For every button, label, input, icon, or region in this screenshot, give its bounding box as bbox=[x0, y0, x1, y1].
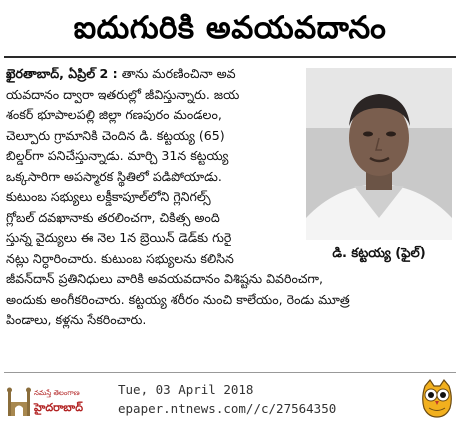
dateline: ఖైరతాబాద్, ఏప్రిల్ 2 : bbox=[6, 66, 118, 81]
body-line: చెల్పూరు గ్రామానికి చెందిన డి. కట్టయ్య (65) bbox=[6, 127, 225, 143]
body-line: జీవన్‌దాన్ ప్రతినిధులు వారికి అవయవదానం విశిష్టను వివరించగా, bbox=[6, 271, 324, 286]
body-line: కుటుంబ సభ్యులు లక్డీకాపూల్‌లోని గ్లెనిగల్స్ bbox=[6, 189, 211, 204]
headline: ఐదుగురికి అవయవదానం bbox=[73, 10, 387, 46]
body-line: ఖైరతాబాద్, ఏప్రిల్ 2 : తాను మరణించినా అవ bbox=[6, 66, 236, 81]
portrait-illustration bbox=[306, 68, 452, 240]
owl-icon bbox=[420, 378, 454, 418]
logo-title: నమస్తే తెలంగాణ bbox=[34, 389, 80, 397]
epaper-link[interactable]: epaper.ntnews.com//c/27564350 bbox=[118, 401, 337, 416]
body-line: శంకర్ భూపాలపల్లి జిల్లా గణపురం మండలం, bbox=[6, 107, 222, 122]
edition-date: Tue, 03 April 2018 bbox=[118, 382, 254, 397]
headline-divider bbox=[4, 56, 456, 58]
body-line: అందుకు అంగీకరించారు. కట్టయ్య శరీరం నుంచి కాలేయం, రెండు మూత్ర bbox=[6, 291, 350, 307]
portrait-photo bbox=[306, 68, 452, 240]
body-line: గ్లోబల్ దవఖానాకు తరలించగా, చికిత్స అంది bbox=[6, 209, 220, 225]
body-line: స్తున్న వైద్యులు ఈ నెల 1న బ్రెయిన్ డెడ్‌కు గురై bbox=[6, 230, 232, 245]
body-line: బిల్డర్‌గా పనిచేస్తున్నాడు. మార్చి 31న కట్టయ్య bbox=[6, 148, 229, 163]
body-line: పిండాలు, కళ్లను సేకరించారు. bbox=[6, 312, 147, 327]
photo-caption: డి. కట్టయ్య (ఫైల్) bbox=[332, 246, 426, 261]
body-line: యవదానం ద్వారా ఇతరుల్లో జీవిస్తున్నారు. జయ bbox=[6, 86, 240, 102]
body-line: నట్లు నిర్ధారించారు. కుటుంబ సభ్యులను కలిసిన bbox=[6, 250, 234, 266]
newspaper-logo bbox=[6, 378, 96, 418]
footer-divider bbox=[4, 372, 456, 373]
charminar-icon bbox=[6, 378, 96, 418]
body-line: ఒక్కసారిగా అపస్మారక స్థితిలో పడిపోయాడు. bbox=[6, 168, 222, 184]
logo-city: హైదరాబాద్ bbox=[34, 401, 83, 414]
